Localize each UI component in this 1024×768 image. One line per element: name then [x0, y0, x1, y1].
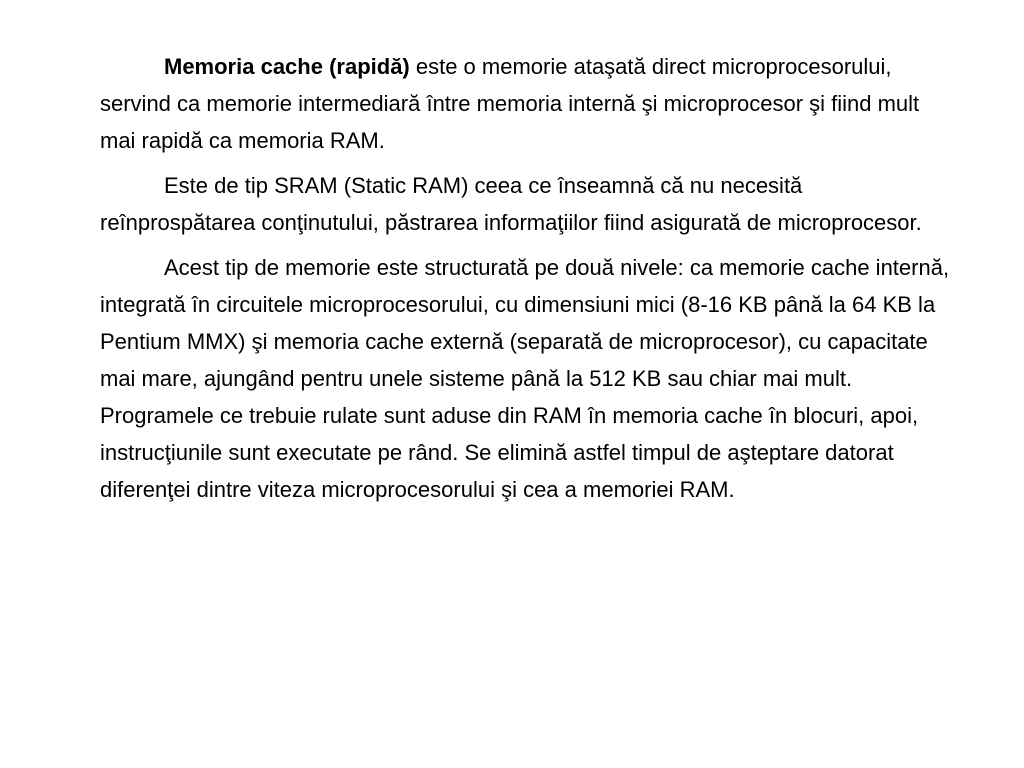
paragraph-text: Acest tip de memorie este structurată pe două nivele: ca memorie cache internă, integrată în circuitele microprocesorului, cu dimensiuni mici (8-16 KB până la 64 KB la Pentium MMX) şi memoria cache externă (separată de microprocesor), cu capacitate mai mare, ajungând pentru unele sisteme până la 512 KB sau chiar mai mult. Programele ce trebuie rulate sunt aduse din RAM în memoria cache în blocuri, apoi, instrucţiunile sunt executate pe rând. Se elimină astfel timpul de aşteptare datorat diferenţei dintre viteza microprocesorului şi cea a memoriei RAM.	[100, 255, 950, 502]
paragraph-cache-levels	[100, 249, 950, 508]
paragraph-cache-definition	[100, 48, 950, 159]
paragraph-sram-type	[100, 167, 950, 241]
term-cache-memory: Memoria cache (rapidă)	[164, 54, 410, 79]
paragraph-text: Este de tip SRAM (Static RAM) ceea ce înseamnă că nu necesită reînprospătarea conţinutului, păstrarea informaţiilor fiind asigurată de microprocesor.	[100, 173, 922, 235]
slide-body	[100, 48, 950, 516]
paragraph-text: este o memorie ataşată direct microprocesorului, servind ca memorie intermediară între memoria internă şi microprocesor şi fiind mult mai rapidă ca memoria RAM.	[100, 54, 920, 153]
